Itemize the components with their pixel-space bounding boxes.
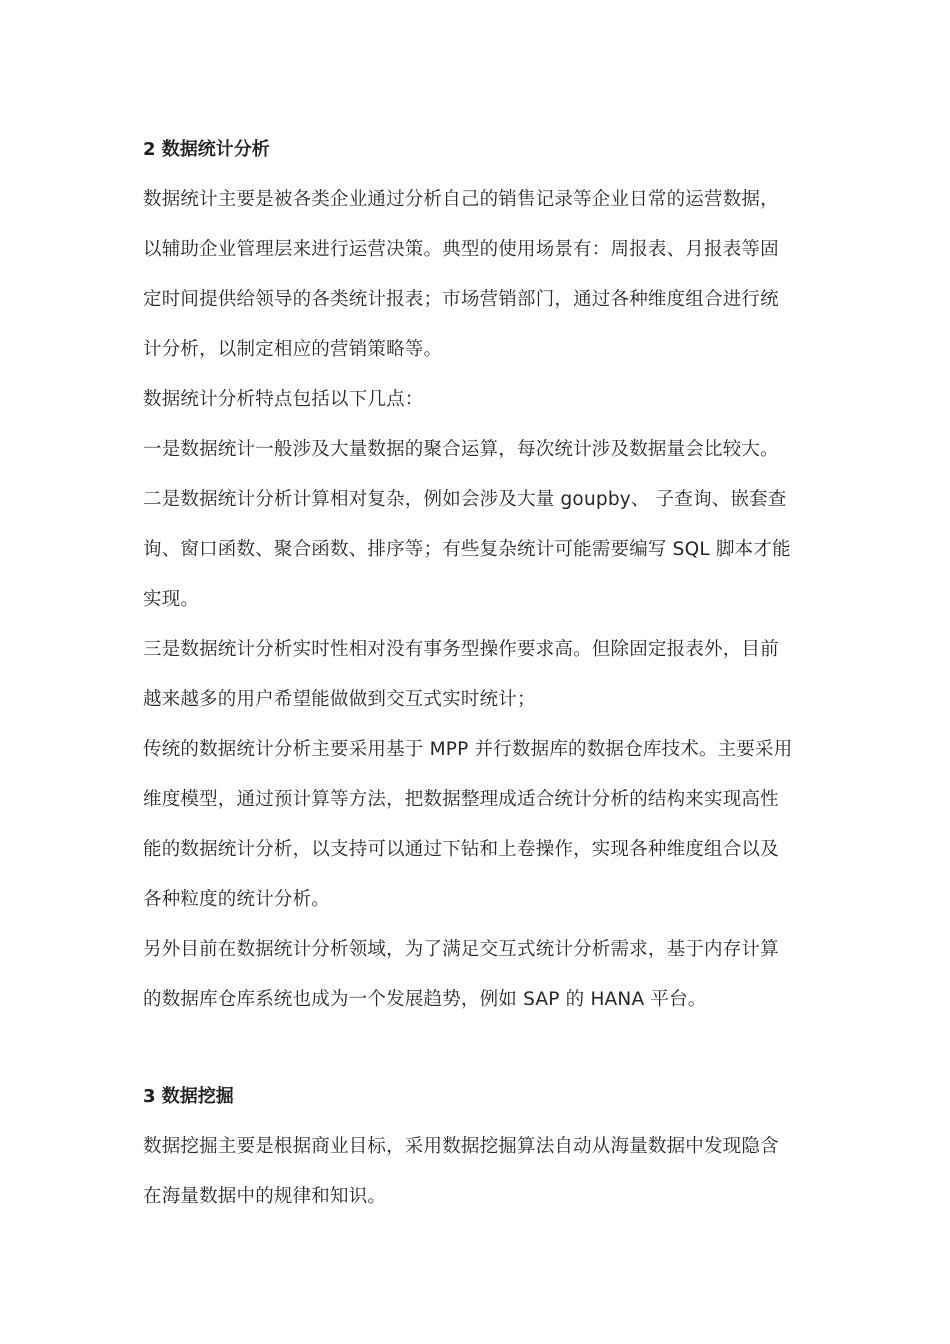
text-line: 三是数据统计分析实时性相对没有事务型操作要求高。但除固定报表外，目前	[143, 639, 779, 660]
paragraph-feature-three	[143, 625, 823, 725]
text-line: 计分析，以制定相应的营销策略等。	[143, 339, 443, 360]
paragraph-feature-two	[143, 475, 823, 625]
paragraph-trend	[143, 925, 823, 1025]
text-line: 数据挖掘主要是根据商业目标，采用数据挖掘算法自动从海量数据中发现隐含	[143, 1136, 779, 1157]
paragraph-features-intro	[143, 375, 823, 425]
text-line: 的数据库仓库系统也成为一个发展趋势，例如 SAP 的 HANA 平台。	[143, 989, 707, 1010]
text-line: 以辅助企业管理层来进行运营决策。典型的使用场景有：周报表、月报表等固	[143, 239, 779, 260]
text-line: 能的数据统计分析，以支持可以通过下钻和上卷操作，实现各种维度组合以及	[143, 839, 779, 860]
text-line: 定时间提供给领导的各类统计报表；市场营销部门，通过各种维度组合进行统	[143, 289, 779, 310]
text-line: 传统的数据统计分析主要采用基于 MPP 并行数据库的数据仓库技术。主要采用	[143, 739, 793, 760]
text-line: 维度模型，通过预计算等方法，把数据整理成适合统计分析的结构来实现高性	[143, 789, 779, 810]
text-line: 询、窗口函数、聚合函数、排序等；有些复杂统计可能需要编写 SQL 脚本才能	[143, 539, 791, 560]
section-heading-statistics: 2 数据统计分析	[143, 139, 270, 160]
paragraph-feature-one	[143, 425, 823, 475]
text-line: 数据统计分析特点包括以下几点：	[143, 389, 424, 410]
text-line: 另外目前在数据统计分析领域，为了满足交互式统计分析需求，基于内存计算	[143, 939, 779, 960]
paragraph-intro	[143, 175, 823, 375]
text-column	[143, 125, 823, 1222]
text-line: 实现。	[143, 589, 200, 610]
section-spacer	[143, 1025, 823, 1072]
paragraph-mining	[143, 1122, 823, 1222]
text-line: 在海量数据中的规律和知识。	[143, 1186, 387, 1207]
text-line: 二是数据统计分析计算相对复杂，例如会涉及大量 goupby、 子查询、嵌套查	[143, 489, 787, 510]
text-line: 越来越多的用户希望能做做到交互式实时统计；	[143, 689, 536, 710]
section-heading-mining: 3 数据挖掘	[143, 1086, 234, 1107]
text-line: 一是数据统计一般涉及大量数据的聚合运算，每次统计涉及数据量会比较大。	[143, 439, 779, 460]
paragraph-traditional	[143, 725, 823, 925]
text-line: 数据统计主要是被各类企业通过分析自己的销售记录等企业日常的运营数据，	[143, 189, 779, 210]
text-line: 各种粒度的统计分析。	[143, 889, 331, 910]
